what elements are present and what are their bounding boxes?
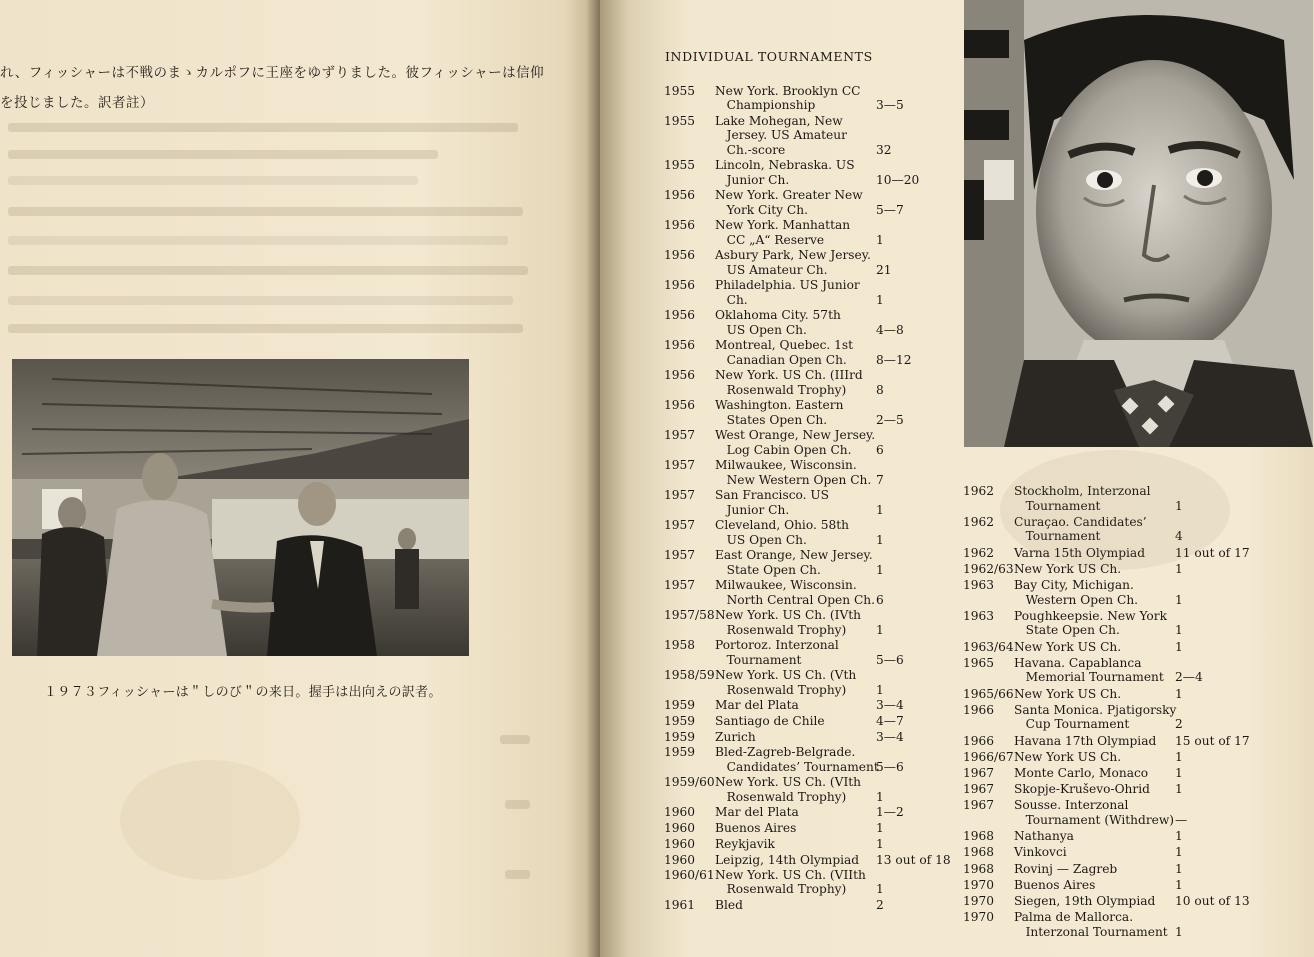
tournament-score: 15 out of 17: [1175, 733, 1250, 748]
tournament-score: 11 out of 17: [1175, 545, 1250, 560]
tournament-entry: [664, 188, 964, 217]
tournament-year: 1957: [664, 518, 696, 533]
tournament-entry: [664, 248, 964, 277]
tournament-entry: [664, 518, 964, 547]
tournament-score: 1: [876, 836, 884, 851]
tournament-year: 1966: [963, 733, 995, 748]
tournament-year: 1955: [664, 84, 696, 98]
tournament-year: 1956: [664, 188, 696, 203]
tournament-score: 5—6: [876, 759, 904, 774]
tournament-year: 1956: [664, 248, 696, 263]
tournament-entry: [963, 878, 1263, 893]
tournament-year: 1959: [664, 698, 696, 713]
tournament-score: 6: [876, 592, 884, 607]
left-page: [0, 0, 600, 957]
tournament-event-line: North Central Open Ch.: [715, 592, 875, 607]
tournament-event-line: Cup Tournament: [1014, 717, 1130, 732]
tournament-event-line: Buenos Aires: [715, 821, 797, 836]
japanese-text-line-2: を投じました。訳者註）: [0, 95, 154, 111]
bleed-through-text: [8, 296, 513, 305]
tournament-event-line: Lake Mohegan, New: [715, 114, 843, 128]
tournament-event-line: Havana. Capablanca: [1014, 655, 1142, 670]
tournament-entry: [664, 868, 964, 897]
tournament-year: 1960/61: [664, 868, 715, 883]
bleed-through-text: [8, 266, 528, 275]
tournament-event-line: Junior Ch.: [715, 172, 790, 187]
tournament-year: 1963/64: [963, 639, 1014, 654]
tournament-event-line: Mar del Plata: [715, 805, 799, 820]
tournament-event-line: Buenos Aires: [1014, 877, 1096, 892]
tournament-event-line: New York US Ch.: [1014, 561, 1122, 576]
tournament-event-line: West Orange, New Jersey.: [715, 428, 876, 443]
tournament-event-line: State Open Ch.: [1014, 623, 1120, 638]
tournament-score: 7: [876, 472, 884, 487]
bleed-through-text: [8, 236, 508, 245]
tournament-score: 1: [876, 292, 884, 307]
tournament-event-line: Washington. Eastern: [715, 398, 844, 413]
tournament-year: 1963: [963, 608, 995, 623]
tournament-event-line: New York. US Ch. (VIth: [715, 775, 861, 790]
tournament-event-line: Rovinj — Zagreb: [1014, 861, 1118, 876]
tournament-year: 1960: [664, 805, 696, 820]
tournament-score: 1: [1175, 561, 1183, 576]
tournament-year: 1961: [664, 898, 696, 913]
tournament-event-line: Interzonal Tournament: [1014, 924, 1168, 939]
tournament-entry: [664, 338, 964, 367]
tournament-year: 1956: [664, 218, 696, 233]
tournament-event-line: Sousse. Interzonal: [1014, 798, 1129, 813]
tournament-score: 1: [876, 789, 884, 804]
tournament-event-line: Candidates’ Tournament: [715, 759, 879, 774]
tournament-year: 1957: [664, 458, 696, 473]
tournament-entry: [664, 488, 964, 517]
bleed-through-text: [8, 123, 518, 132]
tournament-entry: [664, 730, 964, 744]
tournament-entry: [664, 853, 964, 867]
tournament-event-line: New York. US Ch. (VIIth: [715, 868, 866, 883]
tournament-score: 1: [1175, 861, 1183, 876]
tournament-event-line: Curaçao. Candidates’: [1014, 514, 1147, 529]
tournament-event-line: States Open Ch.: [715, 412, 828, 427]
tournament-entry: [664, 668, 964, 697]
tournament-event-line: Zurich: [715, 729, 756, 744]
tournament-entry: [664, 698, 964, 712]
tournament-year: 1967: [963, 766, 995, 780]
tournament-score: 1: [1175, 845, 1183, 860]
tournament-event-line: Reykjavik: [715, 836, 775, 851]
tournament-score: —: [1175, 812, 1188, 827]
tournament-score: 1: [1175, 829, 1183, 844]
tournament-entry: [963, 640, 1263, 655]
tournament-event-line: Tournament (Withdrew): [1014, 812, 1175, 827]
tournament-event-line: Stockholm, Interzonal: [1014, 484, 1151, 498]
tournament-event-line: Rosenwald Trophy): [715, 622, 847, 637]
tournament-score: 1—2: [876, 805, 904, 820]
tournament-year: 1957: [664, 548, 696, 563]
tournament-year: 1962: [963, 484, 995, 498]
tournament-score: 21: [876, 262, 892, 277]
tournament-entry: [963, 734, 1263, 749]
tournament-score: 2—4: [1175, 670, 1203, 685]
tournament-year: 1966/67: [963, 749, 1014, 764]
tournament-score: 1: [876, 562, 884, 577]
tournament-event-line: Rosenwald Trophy): [715, 789, 847, 804]
tournament-year: 1965/66: [963, 686, 1014, 701]
tournament-score: 1: [1175, 623, 1183, 638]
tournament-event-line: Siegen, 19th Olympiad: [1014, 894, 1156, 908]
tournament-event-line: Canadian Open Ch.: [715, 352, 847, 367]
tournament-entry: [963, 687, 1263, 702]
tournament-event-line: Monte Carlo, Monaco: [1014, 766, 1149, 780]
tournament-entry: [664, 368, 964, 397]
bleed-through-text: [8, 324, 523, 333]
tournament-entry: [963, 766, 1263, 781]
tournament-year: 1959/60: [664, 775, 715, 790]
tournament-year: 1960: [664, 821, 696, 836]
tournament-score: 4—7: [876, 714, 904, 728]
tournament-score: 13 out of 18: [876, 852, 951, 867]
handshake-photograph: [12, 359, 469, 656]
tournament-year: 1968: [963, 845, 995, 860]
tournament-entry: [664, 821, 964, 835]
tournament-year: 1957/58: [664, 608, 715, 623]
tournament-event-line: New York. Brooklyn CC: [715, 84, 861, 98]
photo-caption: １９７３フィッシャーは＂しのび＂の来日。握手は出向えの訳者。: [44, 685, 442, 700]
tournament-score: 1: [1175, 639, 1183, 654]
tournament-event-line: Milwaukee, Wisconsin.: [715, 578, 857, 593]
tournament-event-line: Skopje-Kruševo-Ohrid: [1014, 782, 1150, 797]
tournament-score: 32: [876, 142, 892, 157]
tournament-event-line: Leipzig, 14th Olympiad: [715, 852, 860, 867]
tournament-year: 1955: [664, 158, 696, 173]
tournament-event-line: Tournament: [1014, 529, 1101, 544]
tournament-score: 4—8: [876, 322, 904, 337]
tournament-entry: [963, 910, 1263, 939]
tournament-event-line: Poughkeepsie. New York: [1014, 608, 1167, 623]
tournament-entry: [664, 837, 964, 851]
tournament-event-line: Ch.: [715, 292, 748, 307]
tournament-year: 1955: [664, 114, 696, 128]
tournament-event-line: Tournament: [715, 652, 802, 667]
tournament-score: 1: [876, 682, 884, 697]
tournament-year: 1957: [664, 488, 696, 503]
tournament-event-line: Tournament: [1014, 498, 1101, 513]
bleed-through-text: [505, 870, 530, 879]
tournament-event-line: New York US Ch.: [1014, 686, 1122, 701]
tournament-entry: [963, 782, 1263, 797]
tournament-event-line: Bled-Zagreb-Belgrade.: [715, 745, 856, 760]
tournament-event-line: Palma de Mallorca.: [1014, 910, 1134, 925]
tournament-event-line: Memorial Tournament: [1014, 670, 1164, 685]
tournament-entry: [664, 775, 964, 804]
tournament-event-line: Rosenwald Trophy): [715, 882, 847, 897]
tournament-event-line: Bay City, Michigan.: [1014, 578, 1134, 592]
tournament-score: 8—12: [876, 352, 912, 367]
tournament-event-line: New York US Ch.: [1014, 639, 1122, 654]
tournament-score: 3—5: [876, 98, 904, 113]
tournament-year: 1968: [963, 829, 995, 844]
tournament-score: 1: [1175, 877, 1183, 892]
tournament-score: 5—6: [876, 652, 904, 667]
tournament-entry: [664, 398, 964, 427]
tournament-score: 1: [876, 622, 884, 637]
tournament-event-line: San Francisco. US: [715, 488, 830, 503]
tournament-score: 3—4: [876, 729, 904, 744]
tournament-score: 1: [1175, 498, 1183, 513]
tournament-event-line: US Open Ch.: [715, 322, 807, 337]
tournament-score: 5—7: [876, 202, 904, 217]
tournament-event-line: Rosenwald Trophy): [715, 682, 847, 697]
tournament-event-line: Log Cabin Open Ch.: [715, 442, 852, 457]
page-stain: [120, 760, 300, 880]
tournament-event-line: York City Ch.: [715, 202, 808, 217]
bleed-through-text: [8, 150, 438, 159]
tournament-entry: [664, 84, 964, 113]
tournament-event-line: Montreal, Quebec. 1st: [715, 338, 854, 353]
tournament-score: 2: [876, 898, 884, 913]
tournament-entry: [664, 578, 964, 607]
portrait-image: [964, 0, 1313, 447]
tournament-entry: [664, 805, 964, 819]
tournament-entry: [664, 608, 964, 637]
tournament-event-line: US Open Ch.: [715, 532, 807, 547]
tournament-event-line: Santiago de Chile: [715, 714, 825, 728]
japanese-text-line-1: れ、フィッシャーは不戦のまゝカルポフに王座をゆずりました。彼フィッシャーは信仰: [0, 65, 545, 81]
tournament-entry: [664, 428, 964, 457]
tournament-event-line: Jersey. US Amateur: [715, 128, 847, 143]
fischer-portrait-photograph: [964, 0, 1313, 447]
tournament-entry: [664, 278, 964, 307]
tournament-event-line: US Amateur Ch.: [715, 262, 828, 277]
tournament-year: 1970: [963, 877, 995, 892]
handshake-photo-image: [12, 359, 469, 656]
tournament-event-line: New York. US Ch. (IIIrd: [715, 368, 863, 383]
tournament-event-line: Oklahoma City. 57th: [715, 308, 841, 323]
tournament-event-line: Asbury Park, New Jersey.: [715, 248, 871, 263]
tournament-entry: [963, 845, 1263, 860]
tournament-entry: [664, 458, 964, 487]
tournament-event-line: East Orange, New Jersey.: [715, 548, 873, 563]
tournament-entry: [963, 609, 1263, 638]
tournament-entry: [664, 548, 964, 577]
tournament-year: 1957: [664, 578, 696, 593]
tournament-entry: [963, 862, 1263, 877]
tournament-score: 2—5: [876, 412, 904, 427]
tournament-year: 1956: [664, 398, 696, 413]
tournament-year: 1962: [963, 545, 995, 560]
tournament-year: 1970: [963, 910, 995, 925]
tournament-year: 1970: [963, 894, 995, 908]
tournament-year: 1959: [664, 714, 696, 728]
tournament-year: 1959: [664, 745, 696, 760]
tournament-event-line: New York US Ch.: [1014, 749, 1122, 764]
tournament-year: 1962: [963, 514, 995, 529]
tournament-year: 1958/59: [664, 668, 715, 683]
tournament-entry: [664, 898, 964, 912]
tournament-event-line: New York. Manhattan: [715, 218, 851, 233]
tournament-entry: [963, 703, 1263, 732]
tournament-entry: [664, 638, 964, 667]
tournament-event-line: Ch.-score: [715, 142, 786, 157]
tournament-score: 1: [1175, 686, 1183, 701]
tournament-entry: [664, 158, 964, 187]
tournament-entry: [963, 798, 1263, 827]
tournament-score: 1: [1175, 749, 1183, 764]
bleed-through-text: [500, 735, 530, 744]
tournament-score: 1: [1175, 766, 1183, 780]
bleed-through-text: [505, 800, 530, 809]
bleed-through-text: [8, 176, 418, 185]
tournament-entry: [963, 656, 1263, 685]
tournament-year: 1968: [963, 861, 995, 876]
tournament-event-line: New York. US Ch. (Vth: [715, 668, 857, 683]
tournament-score: 1: [1175, 782, 1183, 797]
tournament-event-line: Milwaukee, Wisconsin.: [715, 458, 857, 473]
tournament-score: 1: [876, 502, 884, 517]
tournament-year: 1956: [664, 278, 696, 293]
tournament-year: 1963: [963, 578, 995, 592]
tournament-entry: [664, 218, 964, 247]
tournament-year: 1956: [664, 338, 696, 353]
tournament-year: 1962/63: [963, 561, 1014, 576]
page-heading: INDIVIDUAL TOURNAMENTS: [665, 49, 873, 64]
tournament-year: 1956: [664, 368, 696, 383]
tournament-year: 1966: [963, 702, 995, 717]
tournament-event-line: CC „A“ Reserve: [715, 232, 825, 247]
tournament-event-line: New Western Open Ch.: [715, 472, 872, 487]
tournament-year: 1965: [963, 655, 995, 670]
tournament-entry: [664, 745, 964, 774]
tournament-year: 1956: [664, 308, 696, 323]
tournament-year: 1960: [664, 836, 696, 851]
tournament-event-line: Bled: [715, 898, 743, 913]
tournament-entry: [664, 114, 964, 157]
tournament-year: 1967: [963, 798, 995, 813]
tournament-event-line: Nathanya: [1014, 829, 1074, 844]
tournament-entry: [963, 578, 1263, 607]
tournament-event-line: Cleveland, Ohio. 58th: [715, 518, 849, 533]
tournament-entry: [963, 829, 1263, 844]
tournament-year: 1959: [664, 729, 696, 744]
tournament-event-line: State Open Ch.: [715, 562, 821, 577]
tournament-event-line: Havana 17th Olympiad: [1014, 733, 1157, 748]
tournament-score: 1: [876, 821, 884, 836]
tournament-entry: [963, 750, 1263, 765]
tournament-year: 1958: [664, 638, 696, 653]
tournament-year: 1960: [664, 852, 696, 867]
tournament-year: 1957: [664, 428, 696, 443]
tournament-event-line: Championship: [715, 98, 816, 113]
tournament-entry: [963, 894, 1263, 909]
tournament-score: 1: [876, 532, 884, 547]
tournament-event-line: New York. US Ch. (IVth: [715, 608, 861, 623]
bleed-through-text: [8, 207, 523, 216]
tournament-entry: [664, 308, 964, 337]
tournament-entry: [664, 714, 964, 728]
tournament-score: 4: [1175, 529, 1183, 544]
tournament-event-line: New York. Greater New: [715, 188, 863, 203]
tournament-score: 1: [1175, 924, 1183, 939]
tournament-event-line: Lincoln, Nebraska. US: [715, 158, 855, 173]
tournament-score: 2: [1175, 717, 1183, 732]
tournament-event-line: Western Open Ch.: [1014, 592, 1139, 607]
tournament-event-line: Varna 15th Olympiad: [1014, 545, 1145, 560]
tournament-score: 3—4: [876, 698, 904, 713]
tournament-score: 1: [1175, 592, 1183, 607]
tournament-score: 1: [876, 232, 884, 247]
tournament-score: 6: [876, 442, 884, 457]
tournament-score: 10—20: [876, 172, 920, 187]
tournament-event-line: Vinkovci: [1014, 845, 1067, 860]
tournament-event-line: Santa Monica. Pjatigorsky: [1014, 702, 1177, 717]
tournament-year: 1967: [963, 782, 995, 797]
tournament-event-line: Rosenwald Trophy): [715, 382, 847, 397]
tournament-score: 1: [876, 882, 884, 897]
tournament-event-line: Philadelphia. US Junior: [715, 278, 860, 293]
tournament-event-line: Junior Ch.: [715, 502, 790, 517]
tournament-event-line: Mar del Plata: [715, 698, 799, 713]
tournament-score: 10 out of 13: [1175, 894, 1250, 908]
page-stain: [1000, 450, 1230, 570]
tournament-event-line: Portoroz. Interzonal: [715, 638, 839, 653]
tournament-score: 8: [876, 382, 884, 397]
